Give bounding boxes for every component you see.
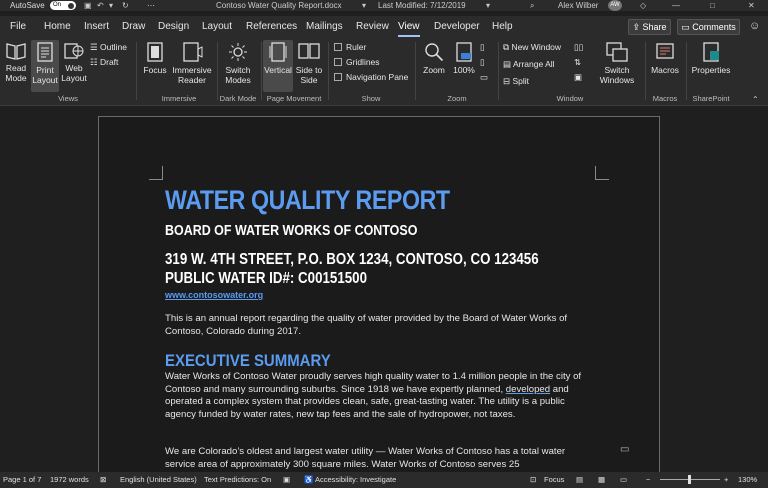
feedback-icon[interactable]: ☺	[749, 20, 761, 32]
group-views-label: Views	[58, 94, 78, 103]
ribbon-separator	[217, 42, 218, 100]
macros-label: Macros	[651, 65, 679, 75]
reset-window-icon: ▣	[574, 72, 583, 82]
tab-layout[interactable]: Layout	[202, 21, 233, 32]
ribbon-separator	[261, 42, 262, 100]
book-icon	[6, 42, 26, 60]
group-dark-mode-label: Dark Mode	[219, 94, 257, 103]
switch-modes-button[interactable]	[220, 42, 256, 85]
status-bar	[0, 472, 768, 488]
focus-mode[interactable]: Focus	[544, 475, 565, 484]
document-address[interactable]: 319 W. 4TH STREET, P.O. BOX 1234, CONTOSO, CO 123456	[165, 251, 539, 268]
group-sharepoint-label: SharePoint	[692, 94, 730, 103]
side-to-side-label: Side to Side	[295, 65, 323, 85]
reset-window-button[interactable]	[574, 72, 582, 83]
draft-button[interactable]	[90, 57, 118, 68]
zoom-slider-thumb[interactable]	[688, 475, 691, 484]
comments-label: Comments	[692, 22, 736, 32]
zoom-button[interactable]	[420, 42, 448, 75]
autosave-label: AutoSave	[10, 1, 45, 10]
switch-windows-label: Switch Windows	[599, 65, 635, 85]
print-layout-icon[interactable]: ▦	[598, 475, 606, 484]
redo-icon[interactable]: ↻	[122, 1, 129, 10]
properties-label: Properties	[691, 65, 731, 75]
multiple-pages-icon: ▯	[480, 57, 485, 67]
share-button[interactable]	[628, 19, 671, 35]
user-name[interactable]: Alex Wilber	[558, 1, 599, 10]
page-icon	[36, 42, 54, 62]
accessibility-icon[interactable]: ♿	[304, 475, 314, 484]
one-page-button[interactable]	[480, 42, 485, 53]
autosave-toggle[interactable]: On	[50, 1, 76, 10]
ribbon-view	[0, 38, 768, 106]
margin-corner	[149, 166, 163, 180]
share-label: Share	[642, 22, 667, 32]
side-to-side-button[interactable]	[294, 42, 324, 85]
focus-mode-icon[interactable]: ⊡	[530, 475, 537, 484]
close-icon[interactable]: ✕	[748, 1, 755, 10]
customize-toolbar-icon[interactable]: ⋯	[147, 1, 155, 10]
sync-scroll-icon: ⇅	[574, 57, 582, 67]
sun-icon	[228, 42, 248, 62]
switch-windows-button[interactable]	[592, 42, 642, 85]
search-icon[interactable]: ⌕	[530, 1, 535, 10]
document-page[interactable]	[98, 116, 660, 476]
new-window-icon: ⧉	[503, 42, 512, 52]
ribbon-separator	[136, 42, 137, 100]
navigation-pane-checkbox[interactable]	[334, 72, 408, 83]
outline-label: Outline	[99, 42, 127, 52]
document-canvas[interactable]	[0, 107, 768, 472]
tab-references[interactable]: References	[246, 21, 298, 32]
globe-icon	[64, 42, 84, 60]
group-immersive-label: Immersive	[161, 94, 197, 103]
page-count[interactable]: Page 1 of 7	[3, 475, 42, 484]
multiple-pages-button[interactable]	[480, 57, 485, 68]
last-modified: Last Modified: 7/12/2019	[378, 1, 466, 10]
comment-icon[interactable]: ▭	[620, 444, 630, 455]
checkbox-icon	[334, 58, 342, 66]
document-menu-icon[interactable]: ▾	[362, 1, 367, 10]
chevron-down-icon[interactable]: ▾	[486, 1, 491, 10]
immersive-reader-label: Immersive Reader	[172, 65, 212, 85]
intro-paragraph[interactable]: This is an annual report regarding the quality of water provided by the Board of Water Works of Contoso, Colorado during 2017.	[165, 313, 568, 337]
share-icon: ⇪	[632, 22, 643, 32]
avatar[interactable]: AW	[608, 0, 622, 11]
zoom-out-icon[interactable]: −	[646, 475, 651, 484]
summary-paragraph-2[interactable]: We are Colorado’s oldest and largest water utility — Water Works of Contoso has a total water service area of approximately 300 square miles. Water Works of Contoso serves 25	[165, 446, 566, 470]
view-side-by-side-button[interactable]	[574, 42, 583, 53]
summary-paragraph[interactable]	[165, 371, 595, 421]
macros-icon	[655, 42, 675, 62]
tab-draw[interactable]: Draw	[122, 21, 146, 32]
web-layout-icon[interactable]: ▭	[620, 475, 628, 484]
tab-developer[interactable]: Developer	[434, 21, 480, 32]
gridlines-checkbox[interactable]	[334, 57, 380, 68]
tab-review[interactable]: Review	[356, 21, 389, 32]
gridlines-label: Gridlines	[346, 57, 380, 67]
website-link[interactable]: www.contosowater.org	[165, 290, 264, 300]
ribbon-separator	[328, 42, 329, 100]
word-count[interactable]: 1972 words	[50, 475, 89, 484]
text-predictions[interactable]: Text Predictions: On	[204, 475, 272, 484]
switch-windows-icon	[606, 42, 628, 62]
diamond-icon[interactable]: ◇	[640, 1, 647, 10]
comment-icon: ▭	[681, 22, 693, 32]
document-water-id[interactable]: PUBLIC WATER ID#: C00151500	[165, 270, 367, 287]
language[interactable]: English (United States)	[120, 475, 197, 484]
outline-button[interactable]	[90, 42, 127, 53]
web-layout-button[interactable]	[60, 42, 88, 83]
side-to-side-icon	[298, 42, 320, 62]
sharepoint-icon	[701, 42, 721, 62]
focus-button[interactable]	[140, 42, 170, 75]
vertical-label: Vertical	[264, 65, 292, 75]
accessibility-status[interactable]: Accessibility: Investigate	[315, 475, 397, 484]
zoom-level[interactable]: 130%	[738, 475, 758, 484]
tab-mailings[interactable]: Mailings	[306, 21, 343, 32]
focus-icon	[146, 42, 164, 62]
new-window-label: New Window	[511, 42, 562, 52]
one-page-icon: ▯	[480, 42, 485, 52]
ruler-label: Ruler	[346, 42, 367, 52]
group-zoom-label: Zoom	[447, 94, 467, 103]
macro-recording-icon[interactable]: ▣	[283, 475, 291, 484]
draft-icon: ☷	[90, 57, 100, 67]
magnifier-icon	[424, 42, 444, 62]
group-show-label: Show	[361, 94, 381, 103]
page-width-button[interactable]	[480, 72, 488, 83]
read-mode-icon[interactable]: ▤	[576, 475, 584, 484]
checkbox-icon	[334, 43, 342, 51]
margin-corner	[595, 166, 609, 180]
arrange-all-button[interactable]	[503, 59, 555, 70]
collapse-ribbon-icon[interactable]: ⌃	[752, 95, 759, 104]
tab-file[interactable]: File	[10, 21, 27, 32]
ribbon-separator	[645, 42, 646, 100]
page-width-icon: ▭	[480, 72, 489, 82]
tab-view[interactable]: View	[398, 21, 420, 32]
properties-button[interactable]	[689, 42, 733, 75]
comments-button[interactable]	[677, 19, 740, 35]
ribbon-separator	[498, 42, 499, 100]
menu-bar	[0, 16, 768, 38]
ruler-checkbox[interactable]	[334, 42, 366, 53]
title-bar	[0, 0, 768, 11]
tab-design[interactable]: Design	[158, 21, 190, 32]
side-by-side-icon: ▯▯	[574, 42, 584, 52]
new-window-button[interactable]	[503, 42, 561, 53]
draft-label: Draft	[99, 57, 119, 67]
outline-icon: ☰	[90, 42, 100, 52]
arrange-all-icon: ▤	[503, 59, 513, 69]
group-macros-label: Macros	[652, 94, 678, 103]
split-button[interactable]	[503, 76, 529, 87]
zoom-100-label: 100%	[453, 65, 475, 75]
chevron-down-icon[interactable]: ▾	[109, 1, 114, 10]
summary-text: Water Works of Contoso Water proudly serves high quality water to 1.4 million people in the city of Contoso and many surrounding suburbs. Since 1918 we have expertly planned,	[165, 371, 582, 395]
ribbon-separator	[415, 42, 416, 100]
immersive-reader-icon	[181, 42, 203, 62]
vertical-button[interactable]	[263, 40, 293, 92]
section-heading[interactable]: EXECUTIVE SUMMARY	[165, 351, 331, 370]
switch-modes-label: Switch Modes	[225, 65, 251, 85]
undo-icon[interactable]: ↶	[97, 1, 104, 10]
read-mode-button[interactable]	[2, 42, 30, 83]
ribbon-separator	[686, 42, 687, 100]
group-page-movement-label: Page Movement	[266, 94, 322, 103]
zoom-100-icon	[455, 42, 473, 62]
proofing-icon[interactable]: ⊠	[100, 475, 107, 484]
arrange-all-label: Arrange All	[512, 59, 555, 69]
read-mode-label: Read Mode	[5, 63, 27, 83]
group-window-label: Window	[556, 94, 584, 103]
zoom-label: Zoom	[423, 65, 445, 75]
immersive-reader-button[interactable]	[170, 42, 214, 85]
web-layout-label: Web Layout	[61, 63, 87, 83]
minimize-icon[interactable]: —	[672, 1, 680, 10]
vertical-pages-icon	[269, 42, 287, 62]
checkbox-icon	[334, 73, 342, 81]
focus-label: Focus	[143, 65, 167, 75]
flagged-word[interactable]: developed	[505, 383, 551, 395]
zoom-in-icon[interactable]: +	[724, 475, 729, 484]
document-subtitle[interactable]: BOARD OF WATER WORKS OF CONTOSO	[165, 223, 418, 239]
tab-help[interactable]: Help	[492, 21, 513, 32]
synchronous-scrolling-button[interactable]	[574, 57, 581, 68]
save-icon[interactable]: ▣	[84, 1, 92, 10]
document-name[interactable]: Contoso Water Quality Report.docx	[216, 1, 342, 10]
summary-text: and operated a complex system that provides clean, safe, great-tasting water. The utility is a public agency funded by water rates, new tap fees and the sale of hydropower, not taxes.	[165, 383, 569, 420]
split-label: Split	[512, 76, 530, 86]
zoom-100-button[interactable]	[450, 42, 478, 75]
tab-insert[interactable]: Insert	[84, 21, 110, 32]
print-layout-button[interactable]	[31, 40, 59, 92]
print-layout-label: Print Layout	[32, 65, 58, 85]
tab-home[interactable]: Home	[44, 21, 71, 32]
macros-button[interactable]	[648, 42, 682, 75]
restore-icon[interactable]: □	[710, 1, 715, 10]
split-icon: ⊟	[503, 76, 513, 86]
navigation-pane-label: Navigation Pane	[346, 72, 409, 82]
document-title[interactable]: WATER QUALITY REPORT	[165, 185, 450, 215]
